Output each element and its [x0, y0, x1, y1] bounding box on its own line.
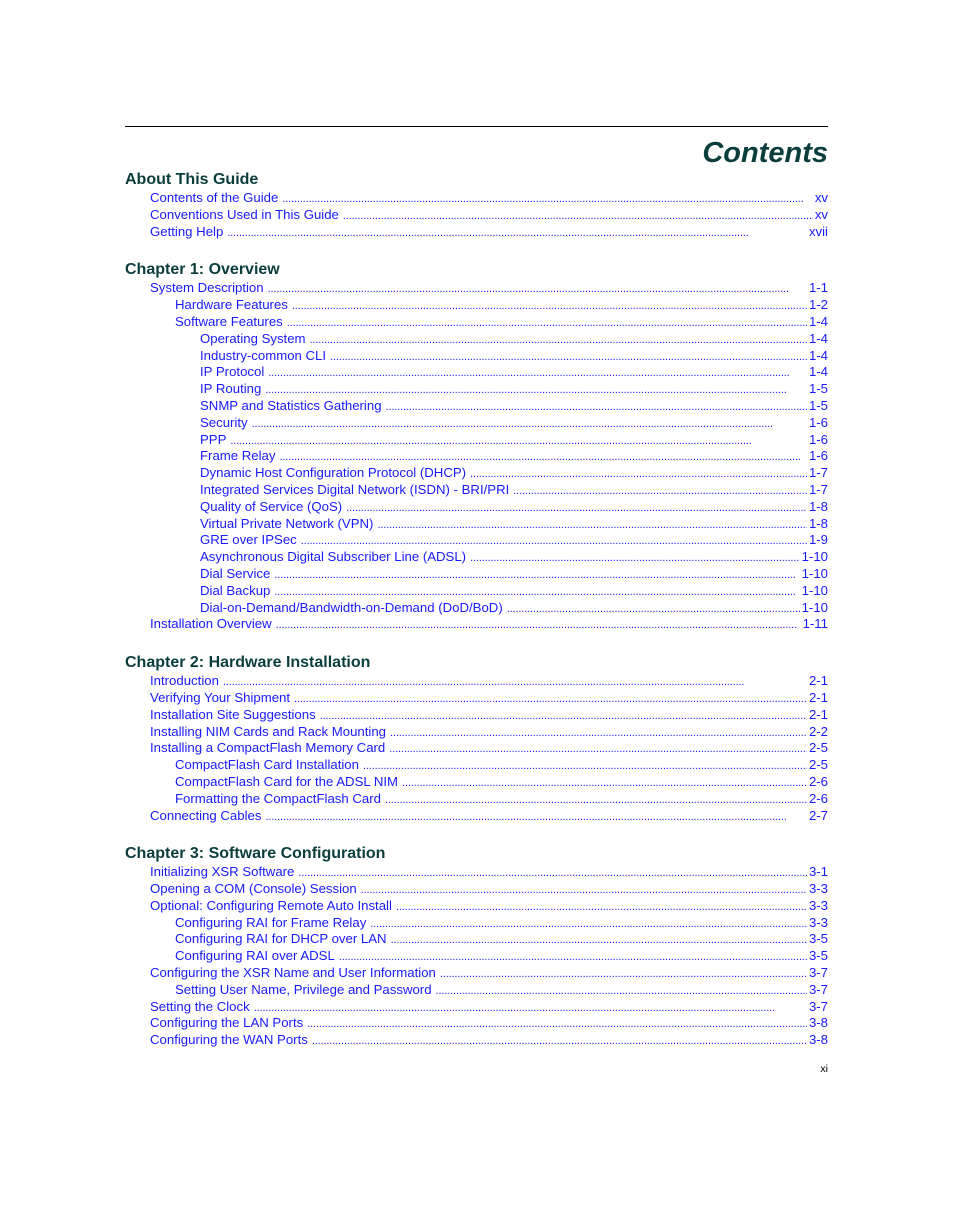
dot-leader	[339, 948, 807, 966]
toc-entry-page: 1-6	[808, 414, 828, 430]
toc-entry-label: Industry-common CLI	[200, 347, 327, 363]
dot-leader	[268, 364, 807, 382]
toc-entry[interactable]	[125, 465, 828, 482]
dot-leader	[279, 448, 806, 466]
toc-entry[interactable]	[125, 207, 828, 224]
dot-leader	[402, 774, 807, 792]
toc-entry-page: 1-8	[808, 498, 828, 514]
toc-entry-page: xv	[814, 206, 828, 222]
toc-entry[interactable]	[125, 931, 828, 948]
toc-entry-label: IP Protocol	[200, 364, 265, 380]
toc-entry[interactable]	[125, 331, 828, 348]
toc-entry[interactable]	[125, 673, 828, 690]
toc-entry-page: 2-6	[808, 790, 828, 806]
toc-entry[interactable]	[125, 898, 828, 915]
dot-leader	[470, 465, 807, 483]
dot-leader	[370, 915, 807, 933]
section-heading[interactable]: Chapter 3: Software Configuration	[125, 845, 386, 863]
dot-leader	[343, 207, 813, 225]
toc-entry-page: 3-7	[808, 981, 828, 997]
toc-entry-label: Configuring the LAN Ports	[150, 1015, 304, 1031]
toc-entry-page: 1-8	[808, 515, 828, 531]
toc-entry[interactable]	[125, 280, 828, 297]
toc-entry-label: Opening a COM (Console) Session	[150, 881, 357, 897]
toc-entry-label: Installing NIM Cards and Rack Mounting	[150, 723, 387, 739]
dot-leader	[227, 224, 807, 242]
toc-entry-page: 1-4	[808, 347, 828, 363]
toc-entry-label: SNMP and Statistics Gathering	[200, 397, 382, 413]
toc-entry-page: 1-11	[802, 616, 828, 632]
section-gap	[125, 240, 828, 260]
toc-entry-page: 1-7	[808, 465, 828, 481]
toc-entry[interactable]	[125, 314, 828, 331]
toc-entry-page: 1-10	[801, 549, 828, 565]
toc-entry-label: Getting Help	[150, 223, 224, 239]
toc-entry[interactable]	[125, 532, 828, 549]
toc-entry-page: 3-5	[808, 931, 828, 947]
toc-entry-label: Configuring the XSR Name and User Information	[150, 965, 436, 981]
toc-entry-label: Connecting Cables	[150, 807, 262, 823]
toc-entry-page: 1-9	[808, 532, 828, 548]
toc-entry-page: 1-1	[808, 280, 828, 296]
toc-entry-label: Installation Overview	[150, 616, 272, 632]
dot-leader	[377, 516, 806, 534]
toc-entry[interactable]	[125, 740, 828, 757]
toc-entry-page: 3-8	[808, 1032, 828, 1048]
dot-leader	[287, 314, 807, 332]
toc-entry-label: Configuring RAI for Frame Relay	[175, 914, 367, 930]
toc-entry-page: 1-10	[801, 565, 828, 581]
toc-entry-label: Dial Backup	[200, 582, 271, 598]
dot-leader	[265, 808, 807, 826]
toc-entry-page: 2-7	[808, 807, 828, 823]
toc-entry[interactable]	[125, 566, 828, 583]
dot-leader	[307, 1015, 807, 1033]
dot-leader	[292, 297, 807, 315]
toc-entry[interactable]	[125, 415, 828, 432]
toc-entry-page: 2-1	[808, 706, 828, 722]
toc-entry[interactable]	[125, 999, 828, 1016]
toc-entry-label: Formatting the CompactFlash Card	[175, 790, 381, 806]
toc-entry[interactable]	[125, 448, 828, 465]
dot-leader	[363, 757, 807, 775]
dot-leader	[282, 190, 813, 208]
section-heading[interactable]: Chapter 1: Overview	[125, 261, 280, 279]
toc-entry-label: Installing a CompactFlash Memory Card	[150, 740, 386, 756]
toc-entry[interactable]	[125, 808, 828, 825]
dot-leader	[440, 965, 807, 983]
toc-entry-label: Setting the Clock	[150, 998, 250, 1014]
header-rule	[125, 126, 828, 127]
toc-section	[125, 844, 828, 1049]
section-gap	[125, 824, 828, 844]
dot-leader	[507, 600, 800, 618]
toc-entry-page: 3-3	[808, 914, 828, 930]
toc-entry-label: Configuring RAI for DHCP over LAN	[175, 931, 387, 947]
dot-leader	[513, 482, 807, 500]
dot-leader	[274, 566, 799, 584]
toc-entry[interactable]	[125, 381, 828, 398]
toc-entry-label: Frame Relay	[200, 448, 276, 464]
toc-entry-page: 1-5	[808, 397, 828, 413]
toc-entry-label: Initializing XSR Software	[150, 864, 295, 880]
toc-entry-label: Quality of Service (QoS)	[200, 498, 343, 514]
toc-entry-label: Configuring the WAN Ports	[150, 1032, 308, 1048]
toc-entry[interactable]	[125, 690, 828, 707]
toc-section	[125, 653, 828, 824]
toc-entry[interactable]	[125, 190, 828, 207]
toc-entry[interactable]	[125, 864, 828, 881]
dot-leader	[385, 791, 807, 809]
toc-entry[interactable]	[125, 482, 828, 499]
toc-entry[interactable]	[125, 432, 828, 449]
toc-entry[interactable]	[125, 881, 828, 898]
toc-entry[interactable]	[125, 364, 828, 381]
dot-leader	[223, 673, 807, 691]
toc-entry-page: 2-6	[808, 773, 828, 789]
toc-entry-label: PPP	[200, 431, 227, 447]
toc-entry-page: 3-5	[808, 948, 828, 964]
toc-entry[interactable]	[125, 915, 828, 932]
table-of-contents	[125, 170, 828, 1049]
page-title: Contents	[702, 137, 828, 169]
toc-entry-page: 3-3	[808, 881, 828, 897]
toc-entry-label: Contents of the Guide	[150, 190, 279, 205]
section-gap	[125, 633, 828, 653]
toc-section	[125, 260, 828, 633]
dot-leader	[254, 999, 807, 1017]
page-number: xi	[820, 1063, 828, 1075]
toc-entry-label: Software Features	[175, 313, 283, 329]
toc-entry-page: 1-5	[808, 381, 828, 397]
toc-entry-page: xvii	[808, 223, 828, 239]
toc-entry[interactable]	[125, 757, 828, 774]
toc-entry-page: 2-5	[808, 740, 828, 756]
toc-entry-page: 3-7	[808, 965, 828, 981]
toc-entry-page: 1-4	[808, 313, 828, 329]
toc-entry[interactable]	[125, 791, 828, 808]
toc-entry-page: 3-8	[808, 1015, 828, 1031]
toc-entry-page: 1-7	[808, 481, 828, 497]
toc-entry[interactable]	[125, 583, 828, 600]
section-heading[interactable]: About This Guide	[125, 171, 259, 188]
toc-entry-label: Introduction	[150, 673, 219, 689]
toc-entry[interactable]	[125, 965, 828, 982]
toc-entry-label: Installation Site Suggestions	[150, 706, 316, 722]
toc-entry-page: 1-6	[808, 431, 828, 447]
dot-leader	[298, 864, 807, 882]
toc-entry-label: Asynchronous Digital Subscriber Line (ADSL)	[200, 549, 467, 565]
dot-leader	[361, 881, 807, 899]
toc-section	[125, 170, 828, 240]
dot-leader	[301, 532, 807, 550]
dot-leader	[276, 616, 801, 634]
toc-entry-label: Verifying Your Shipment	[150, 689, 291, 705]
toc-entry-label: Virtual Private Network (VPN)	[200, 515, 374, 531]
dot-leader	[310, 331, 807, 349]
toc-entry-page: 3-3	[808, 897, 828, 913]
dot-leader	[436, 982, 807, 1000]
dot-leader	[312, 1032, 807, 1050]
toc-entry[interactable]	[125, 549, 828, 566]
dot-leader	[346, 499, 807, 517]
toc-entry-page: 1-6	[808, 448, 828, 464]
toc-entry-label: Configuring RAI over ADSL	[175, 948, 335, 964]
toc-entry[interactable]	[125, 774, 828, 791]
toc-entry-page: 1-2	[808, 297, 828, 313]
toc-entry-label: Conventions Used in This Guide	[150, 206, 339, 222]
dot-leader	[230, 432, 807, 450]
toc-entry-label: Setting User Name, Privilege and Password	[175, 981, 432, 997]
toc-entry[interactable]	[125, 348, 828, 365]
section-heading[interactable]: Chapter 2: Hardware Installation	[125, 654, 371, 672]
toc-entry[interactable]	[125, 616, 828, 633]
toc-entry[interactable]	[125, 707, 828, 724]
toc-entry[interactable]	[125, 724, 828, 741]
dot-leader	[390, 724, 807, 742]
dot-leader	[268, 280, 807, 298]
toc-entry[interactable]	[125, 297, 828, 314]
toc-entry[interactable]	[125, 982, 828, 999]
dot-leader	[330, 348, 807, 366]
toc-entry-page: 2-1	[808, 689, 828, 705]
dot-leader	[470, 549, 800, 567]
toc-entry[interactable]	[125, 600, 828, 617]
toc-entry-label: Integrated Services Digital Network (ISDN) - BRI/PRI	[200, 481, 510, 497]
toc-entry-page: 2-2	[808, 723, 828, 739]
toc-entry-page: xv	[814, 190, 828, 205]
dot-leader	[396, 898, 807, 916]
dot-leader	[294, 690, 807, 708]
dot-leader	[274, 583, 799, 601]
toc-entry[interactable]	[125, 516, 828, 533]
toc-entry-page: 1-10	[801, 599, 828, 615]
toc-entry-label: IP Routing	[200, 381, 262, 397]
toc-entry-page: 2-1	[808, 673, 828, 689]
toc-entry[interactable]	[125, 499, 828, 516]
toc-entry-page: 3-1	[808, 864, 828, 880]
dot-leader	[391, 931, 807, 949]
toc-entry-label: GRE over IPSec	[200, 532, 297, 548]
dot-leader	[265, 381, 807, 399]
dot-leader	[389, 740, 807, 758]
toc-entry-page: 2-5	[808, 757, 828, 773]
toc-entry-label: Hardware Features	[175, 297, 288, 313]
toc-entry-label: CompactFlash Card Installation	[175, 757, 359, 773]
toc-entry-page: 1-4	[808, 364, 828, 380]
toc-entry[interactable]	[125, 224, 828, 241]
toc-entry-label: Operating System	[200, 330, 306, 346]
toc-entry-label: Optional: Configuring Remote Auto Install	[150, 897, 392, 913]
toc-entry[interactable]	[125, 1015, 828, 1032]
toc-entry-label: Dial-on-Demand/Bandwidth-on-Demand (DoD/BoD)	[200, 599, 503, 615]
toc-entry-label: Dynamic Host Configuration Protocol (DHCP)	[200, 465, 467, 481]
dot-leader	[386, 398, 807, 416]
toc-entry[interactable]	[125, 948, 828, 965]
toc-entry-label: Dial Service	[200, 565, 271, 581]
dot-leader	[252, 415, 807, 433]
toc-entry-page: 1-4	[808, 330, 828, 346]
toc-entry-label: Security	[200, 414, 248, 430]
toc-entry-page: 1-10	[801, 582, 828, 598]
toc-entry[interactable]	[125, 1032, 828, 1049]
dot-leader	[320, 707, 807, 725]
toc-entry-label: CompactFlash Card for the ADSL NIM	[175, 773, 399, 789]
toc-entry-label: System Description	[150, 280, 264, 296]
toc-entry[interactable]	[125, 398, 828, 415]
toc-entry-page: 3-7	[808, 998, 828, 1014]
